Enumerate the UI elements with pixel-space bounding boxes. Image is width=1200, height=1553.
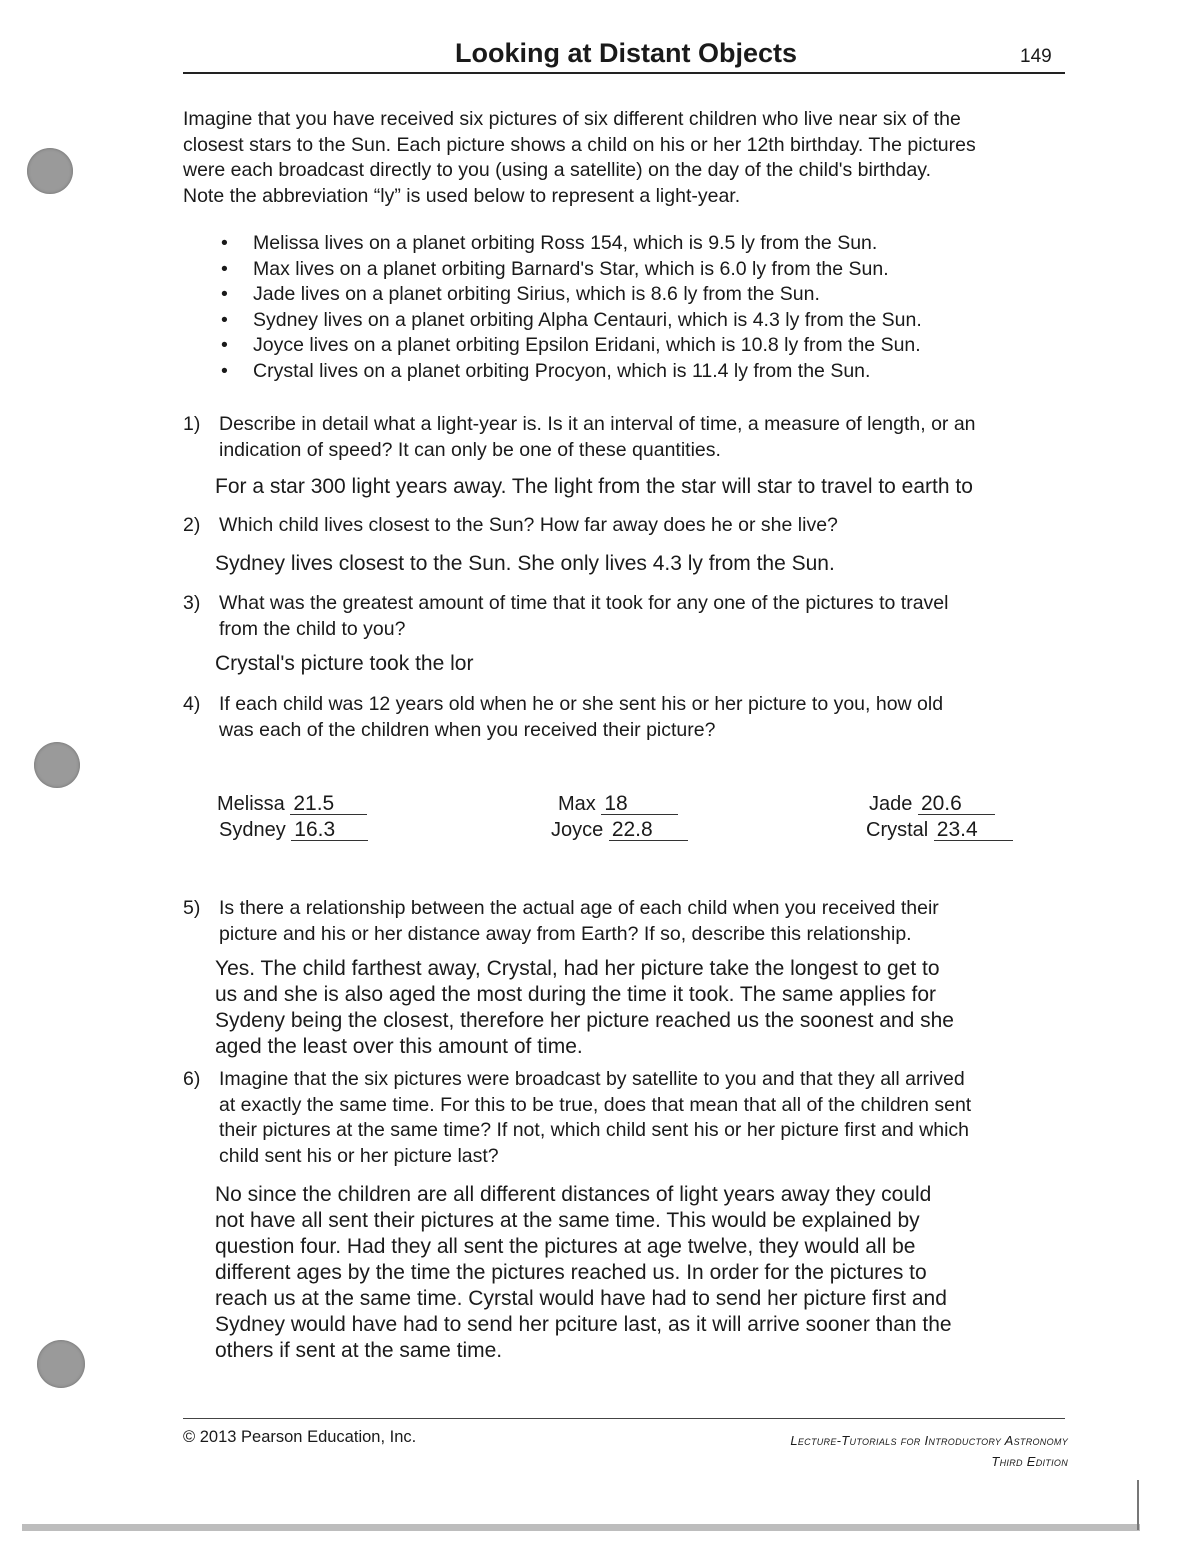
punch-hole-middle [34,742,80,788]
answer-line: reach us at the same time. Cyrstal would have had to send her picture first and [215,1287,947,1310]
age-field[interactable]: 23.4 [934,820,1013,841]
list-item: • Jade lives on a planet orbiting Sirius, which is 8.6 ly from the Sun. [215,282,922,308]
header-rule [183,72,1065,74]
answer-line: others if sent at the same time. [215,1339,503,1358]
answer-line: not have all sent their pictures at the same time. This would be explained by [215,1209,920,1232]
answer-line: different ages by the time the pictures reached us. In order for the pictures to [215,1261,927,1284]
child-name: Joyce [551,819,604,841]
question-line: If each child was 12 years old when he or she sent his or her picture to you, how old [219,693,944,715]
question-5 [183,896,939,947]
age-field[interactable]: 18 [601,794,678,815]
answer-1[interactable] [215,474,973,500]
scan-edge [1137,1480,1139,1530]
answer-line: aged the least over this amount of time. [215,1035,583,1058]
question-line: child sent his or her picture last? [219,1144,499,1167]
question-number: 1) [183,413,201,435]
question-number: 4) [183,693,201,715]
page-title: Looking at Distant Objects [454,38,798,68]
question-number: 6) [183,1068,201,1090]
list-item: • Crystal lives on a planet orbiting Procyon, which is 11.4 ly from the Sun. [215,359,922,385]
question-6 [183,1067,971,1169]
intro-line: Imagine that you have received six pictures of six different children who live near six of the [183,108,961,130]
intro-line: closest stars to the Sun. Each picture shows a child on his or her 12th birthday. The pictures [183,133,976,156]
question-4 [183,692,943,743]
question-line: was each of the children when you received their picture? [219,718,716,741]
question-line: Imagine that the six pictures were broadcast by satellite to you and that they all arrived [219,1068,965,1090]
question-line: from the child to you? [219,617,406,640]
child-name: Crystal [866,819,929,841]
answer-line: Sydney lives closest to the Sun. She only lives 4.3 ly from the Sun. [215,552,835,575]
child-name: Jade [869,793,913,815]
children-list [215,231,922,384]
child-name: Max [558,793,596,815]
answer-6[interactable] [215,1182,952,1358]
age-sydney [219,819,368,842]
answer-2[interactable] [215,551,835,577]
answer-line: Sydeny being the closest, therefore her picture reached us the soonest and she [215,1009,954,1032]
age-jade [869,793,995,816]
list-item: • Joyce lives on a planet orbiting Epsilon Eridani, which is 10.8 ly from the Sun. [215,333,922,359]
age-field[interactable]: 16.3 [291,820,368,841]
child-name: Melissa [217,793,285,815]
question-number: 5) [183,897,201,919]
intro-line: Note the abbreviation “ly” is used below to represent a light-year. [183,184,741,207]
question-number: 3) [183,592,201,614]
question-line: indication of speed? It can only be one of these quantities. [219,438,721,461]
scan-edge [22,1524,1140,1531]
age-melissa [217,793,367,816]
answer-line: us and she is also aged the most during the time it took. The same applies for [215,983,937,1006]
list-item: • Melissa lives on a planet orbiting Ross 154, which is 9.5 ly from the Sun. [215,231,922,257]
age-field[interactable]: 22.8 [609,820,688,841]
intro-paragraph [183,107,1073,209]
punch-hole-bottom [37,1340,85,1388]
answer-3[interactable] [215,651,473,677]
question-2 [183,513,838,539]
answer-line: Yes. The child farthest away, Crystal, had her picture take the longest to get to [215,957,940,980]
question-number: 2) [183,514,201,536]
answer-5[interactable] [215,956,954,1060]
answer-line: Sydney would have had to send her pciture last, as it will arrive sooner than the [215,1313,952,1336]
intro-line: were each broadcast directly to you (using a satellite) on the day of the child's birthday. [183,159,932,181]
answer-line: question four. Had they all sent the pictures at age twelve, they would all be [215,1235,916,1258]
punch-hole-top [27,148,73,194]
book-title: Lecture-Tutorials for Introductory Astronomy [790,1433,1068,1448]
age-field[interactable]: 20.6 [918,794,995,815]
question-3 [183,591,948,642]
book-credit [790,1430,1068,1472]
question-line: Is there a relationship between the actual age of each child when you received their [219,897,939,919]
copyright: © 2013 Pearson Education, Inc. [183,1428,417,1446]
answer-line: No since the children are all different distances of light years away they could [215,1183,932,1206]
list-item: • Max lives on a planet orbiting Barnard's Star, which is 6.0 ly from the Sun. [215,257,922,283]
question-line: their pictures at the same time? If not, which child sent his or her picture first and which [219,1119,970,1141]
age-max [558,793,678,816]
page-number: 149 [1020,46,1052,67]
edition: Third Edition [991,1454,1068,1469]
question-line: at exactly the same time. For this to be true, does that mean that all of the children sent [219,1093,972,1116]
question-line: What was the greatest amount of time that it took for any one of the pictures to travel [219,592,949,614]
answer-line: Crystal's picture took the lor [215,652,474,675]
question-line: picture and his or her distance away from Earth? If so, describe this relationship. [219,922,912,945]
question-line: Which child lives closest to the Sun? How far away does he or she live? [219,514,838,536]
child-name: Sydney [219,819,286,841]
answer-line: For a star 300 light years away. The light from the star will star to travel to earth to [215,475,973,498]
list-item: • Sydney lives on a planet orbiting Alpha Centauri, which is 4.3 ly from the Sun. [215,308,922,334]
question-1 [183,412,976,463]
age-crystal [866,819,1013,842]
question-line: Describe in detail what a light-year is. Is it an interval of time, a measure of length, or an [219,413,976,435]
footer-rule [183,1418,1065,1419]
age-joyce [551,819,688,842]
age-field[interactable]: 21.5 [290,794,367,815]
